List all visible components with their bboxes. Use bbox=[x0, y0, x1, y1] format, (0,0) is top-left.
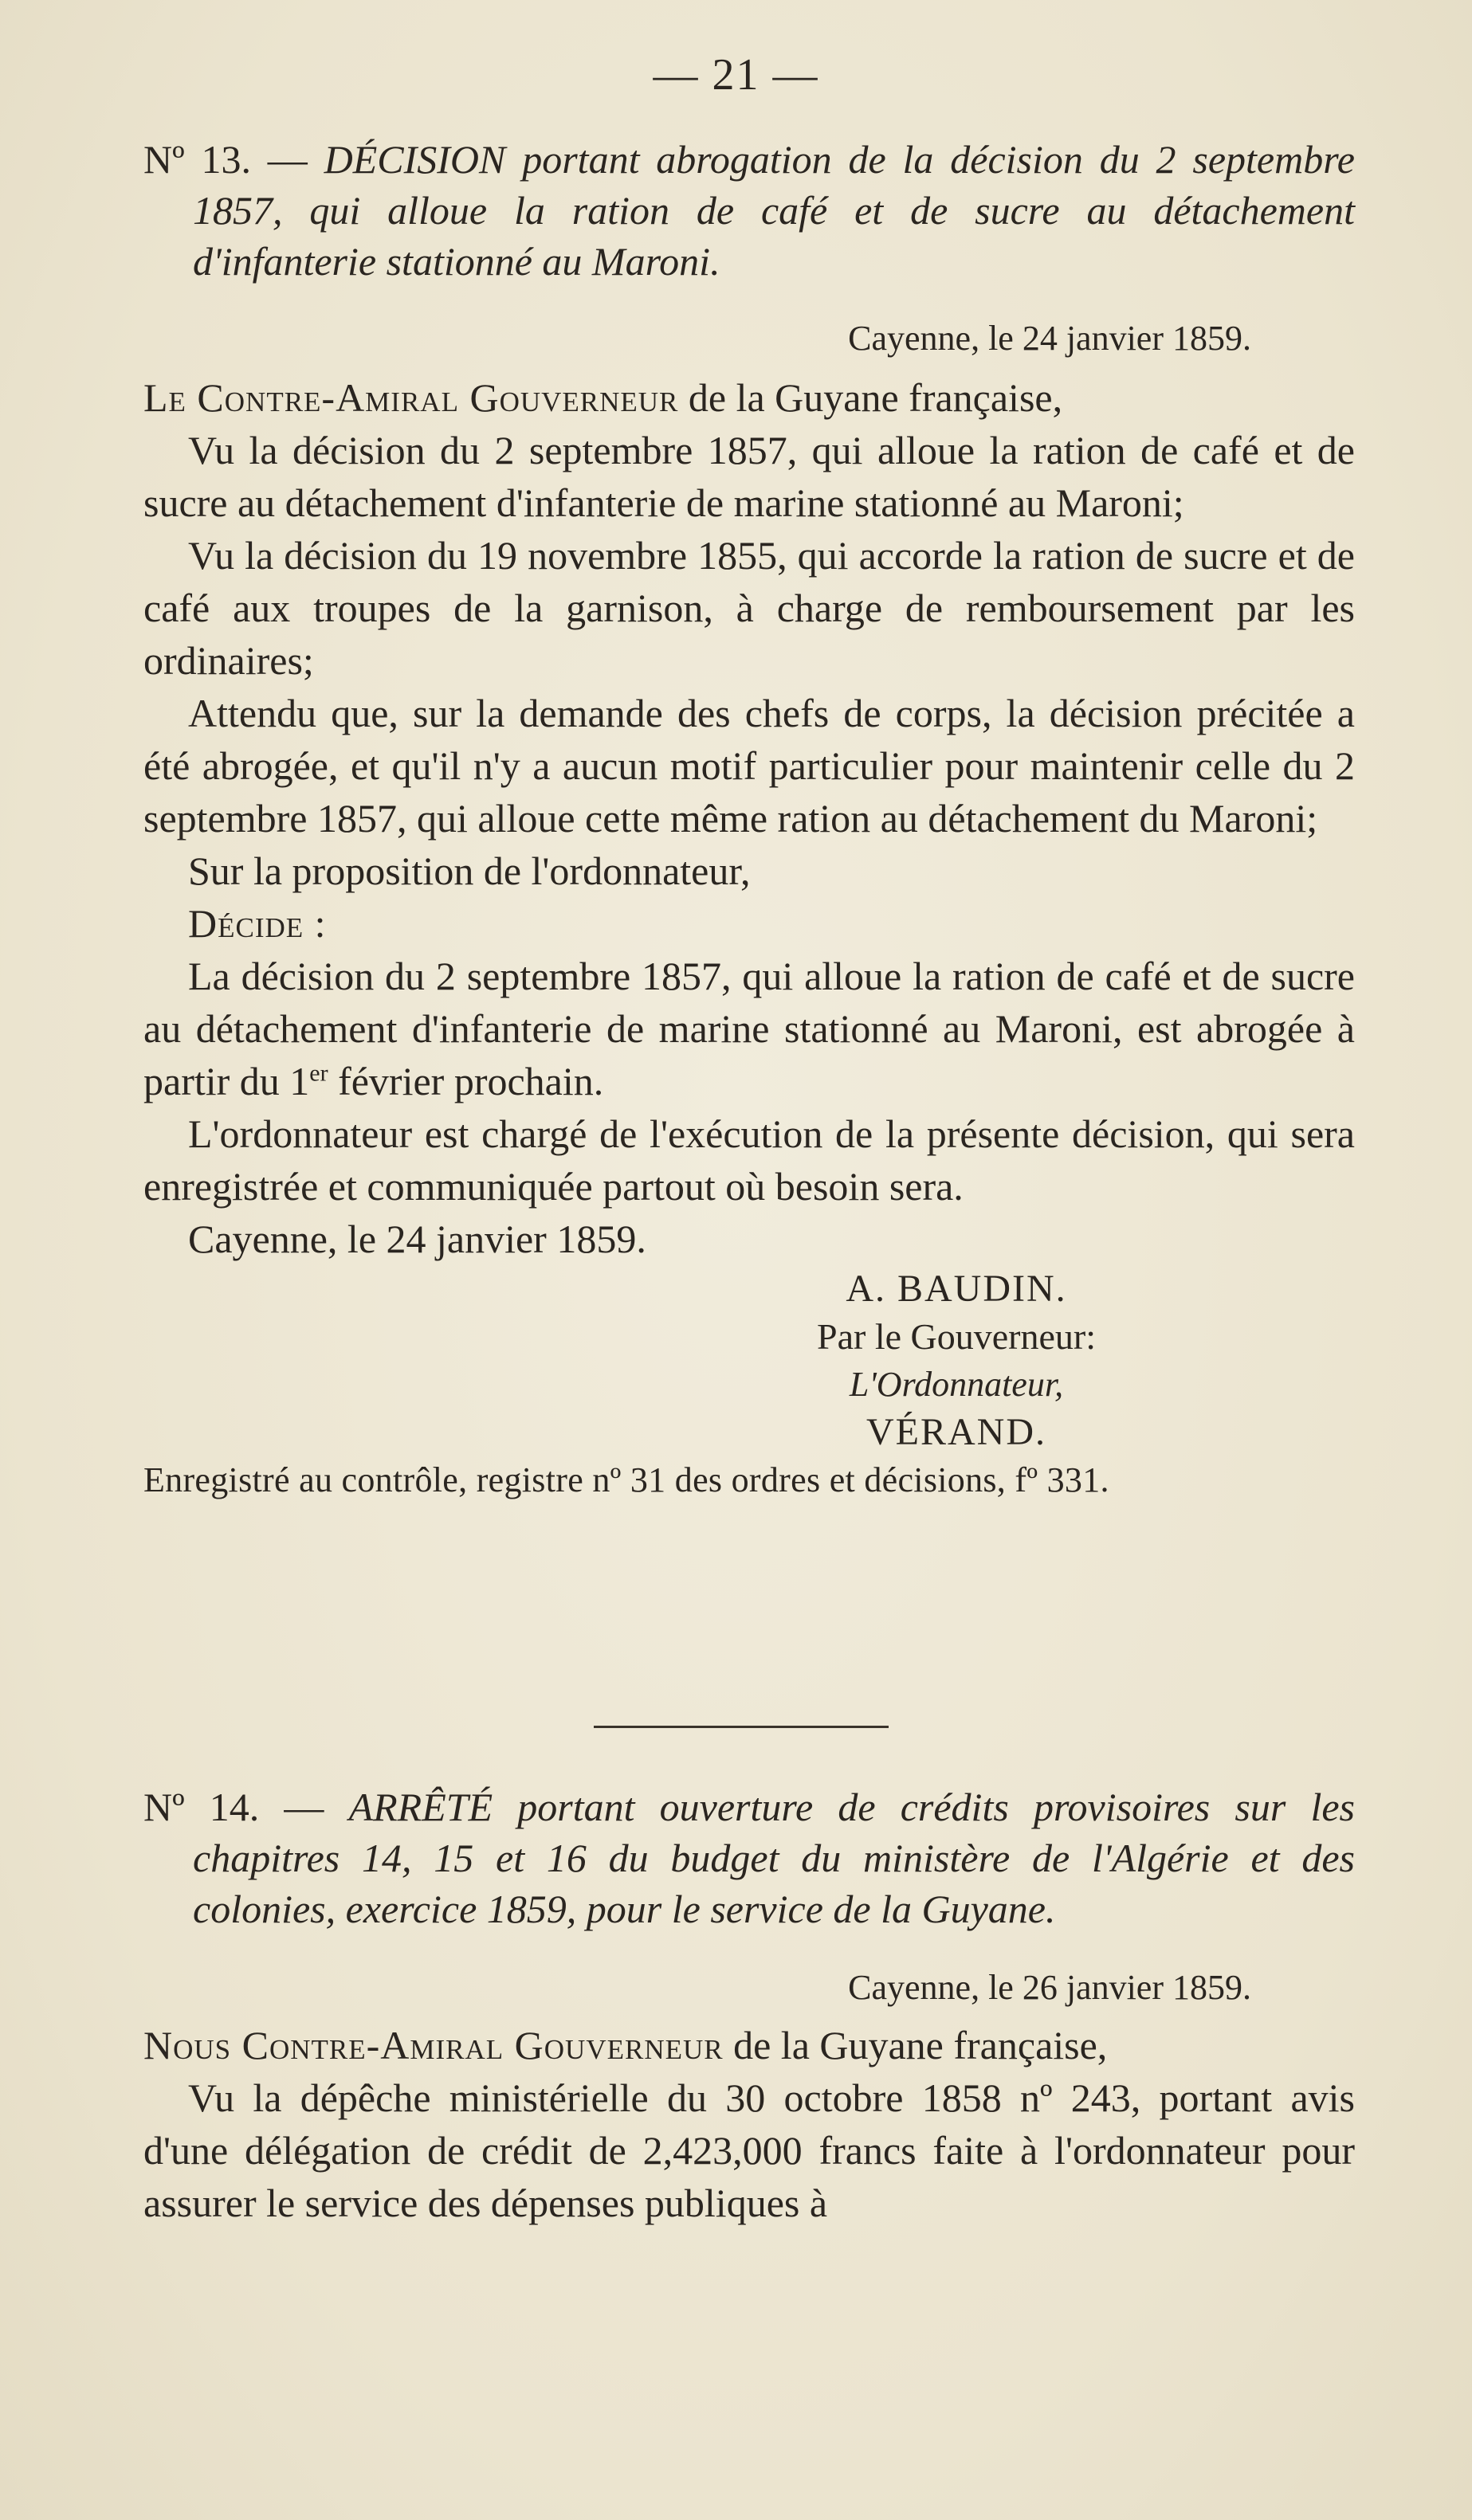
arrete-14-para-1: Vu la dépêche ministérielle du 30 octobre 1858 nº 243, portant avis d'une délégation de crédit de 2,423,000 francs faite à l'ordonnateur pour assurer le service des dépenses publiques à bbox=[143, 2075, 1355, 2225]
arrete-14-number: Nº 14. bbox=[143, 1785, 260, 1829]
decision-13 bbox=[143, 134, 1355, 287]
decision-13-decide: Décide : bbox=[188, 901, 327, 946]
decision-13-ordonnateur: L'Ordonnateur, bbox=[849, 1365, 1064, 1404]
authority-title: Nous Contre-Amiral Gouverneur bbox=[143, 2023, 724, 2067]
decision-13-signature: A. BAUDIN. bbox=[846, 1268, 1067, 1310]
decision-13-para-1: Vu la décision du 2 septembre 1857, qui alloue la ration de café et de sucre au détachement d'infanterie de marine stationné au Maroni; bbox=[143, 428, 1355, 525]
para-5-text-end: février prochain. bbox=[328, 1059, 604, 1103]
arrete-14-heading bbox=[143, 1781, 1355, 1934]
decision-13-para-5 bbox=[143, 950, 1355, 1107]
authority-rest: de la Guyane française, bbox=[723, 2023, 1108, 2067]
decision-13-date: Cayenne, le 24 janvier 1859. bbox=[848, 319, 1251, 358]
decision-13-para-2: Vu la décision du 19 novembre 1855, qui accorde la ration de sucre et de café aux troupes de la garnison, à charge de remboursement par les ordinaires; bbox=[143, 533, 1355, 683]
arrete-14 bbox=[143, 1781, 1355, 1934]
para-5-text: La décision du 2 septembre 1857, qui alloue la ration de café et de sucre au détachement d'infanterie de marine stationné au Maroni, est abrogée à partir du 1 bbox=[143, 954, 1355, 1103]
decision-13-title-lead: DÉCISION bbox=[324, 137, 506, 182]
arrete-14-body bbox=[143, 2019, 1355, 2229]
authority-rest: de la Guyane française, bbox=[678, 375, 1063, 420]
page-number: — 21 — bbox=[653, 50, 819, 100]
arrete-14-title: portant ouverture de crédits provisoires sur les chapitres 14, 15 et 16 du budget du ministère de l'Algérie et des colonies, exercice 1859, pour le service de la Guyane. bbox=[193, 1785, 1356, 1931]
section-divider bbox=[594, 1726, 889, 1728]
decision-13-number: Nº 13. bbox=[143, 137, 251, 182]
authority-title: Le Contre-Amiral Gouverneur bbox=[143, 375, 679, 420]
decision-13-countersign: VÉRAND. bbox=[866, 1411, 1046, 1453]
heading-dash: — bbox=[250, 137, 324, 182]
decision-13-closing-date: Cayenne, le 24 janvier 1859. bbox=[188, 1217, 646, 1261]
decision-13-registration: Enregistré au contrôle, registre nº 31 des ordres et décisions, fº 331. bbox=[143, 1460, 1109, 1499]
arrete-14-title-lead: ARRÊTÉ bbox=[348, 1785, 493, 1829]
decision-13-body bbox=[143, 371, 1355, 1504]
arrete-14-authority bbox=[143, 2019, 1355, 2071]
decision-13-par-le: Par le Gouverneur: bbox=[817, 1316, 1096, 1357]
decision-13-para-4: Sur la proposition de l'ordonnateur, bbox=[188, 848, 751, 893]
arrete-14-date: Cayenne, le 26 janvier 1859. bbox=[848, 1968, 1251, 2007]
decision-13-para-3: Attendu que, sur la demande des chefs de corps, la décision précitée a été abrogée, et qu'il n'y a aucun motif particulier pour maintenir celle du 2 septembre 1857, qui alloue cette même ration au détachement du Maroni; bbox=[143, 691, 1355, 841]
decision-13-title: portant abrogation de la décision du 2 septembre 1857, qui alloue la ration de café et de sucre au détachement d'infanterie stationné au Maroni. bbox=[193, 137, 1356, 284]
para-5-superscript: er bbox=[309, 1060, 328, 1087]
decision-13-authority bbox=[143, 371, 1355, 424]
arrete-14-date-block bbox=[143, 1962, 1355, 2014]
decision-13-heading bbox=[143, 134, 1355, 287]
heading-dash: — bbox=[259, 1785, 349, 1829]
decision-13-date-block bbox=[143, 312, 1355, 365]
decision-13-para-6: L'ordonnateur est chargé de l'exécution de la présente décision, qui sera enregistrée et communiquée partout où besoin sera. bbox=[143, 1111, 1355, 1209]
